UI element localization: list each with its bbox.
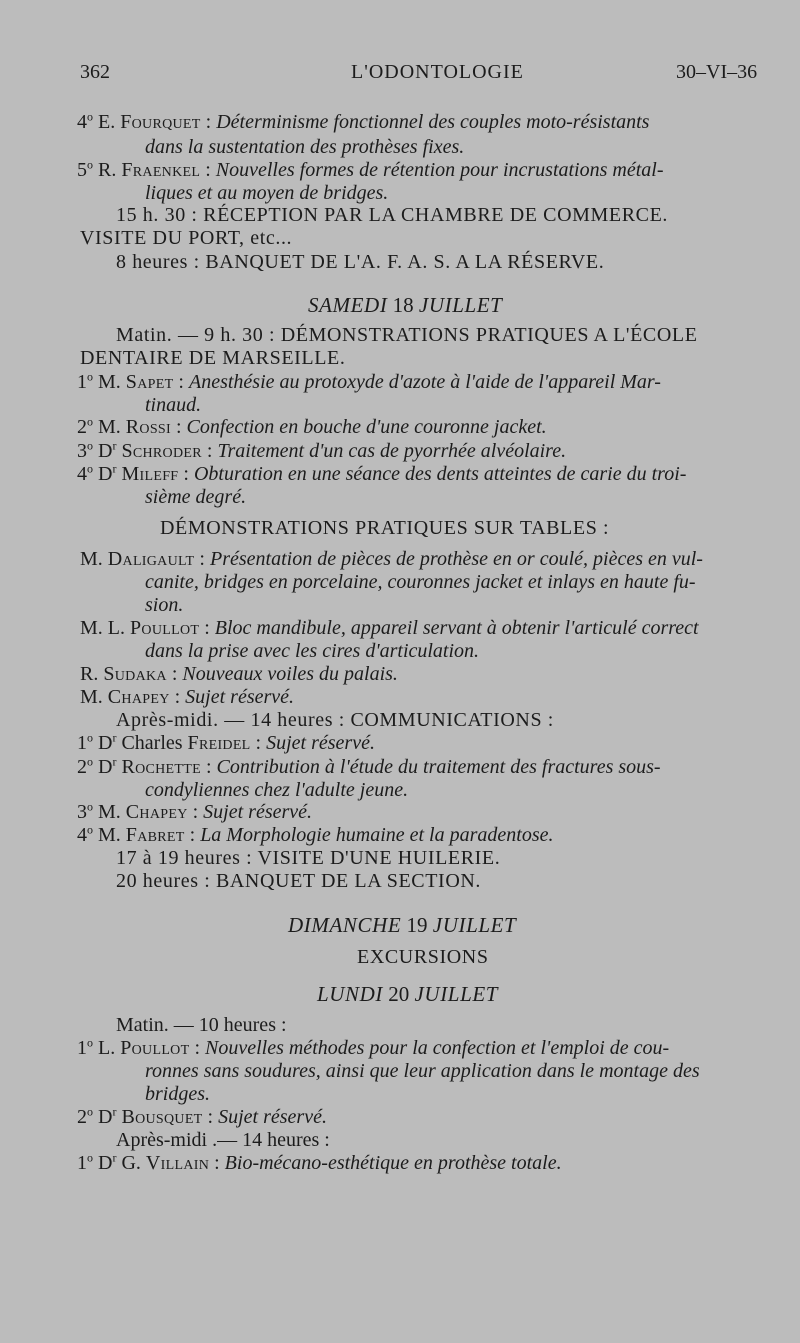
list-item: 3$^o$ M. Chapey : Sujet réservé. [77, 799, 313, 823]
day-heading-sunday: DIMANCHE 19 JUILLET [288, 913, 517, 937]
talk-title-cont: condyliennes chez l'adulte jeune. [145, 779, 409, 801]
list-item: 5$^o$ R. Fraenkel : Nouvelles formes de rétention pour incrustations métal- [77, 157, 664, 181]
reception-line-cont: VISITE DU PORT, etc... [80, 227, 293, 249]
list-item: 1$^o$ $D^r$ G. Villain : Bio-mécano-esthétique en prothèse totale. [77, 1150, 562, 1174]
list-item: 3$^o$ $D^r$ Schroder : Traitement d'un cas de pyorrhée alvéolaire. [77, 438, 567, 462]
list-item: R. Sudaka : Nouveaux voiles du palais. [80, 663, 398, 685]
day-heading-saturday: SAMEDI 18 JUILLET [308, 293, 503, 317]
list-item: 4$^o$ M. Fabret : La Morphologie humaine et la paradentose. [77, 822, 554, 846]
visit-line: 17 à 19 heures : VISITE D'UNE HUILERIE. [116, 847, 501, 869]
running-title: L'ODONTOLOGIE [351, 61, 524, 83]
author-name: Bousquet [121, 1106, 203, 1128]
talk-title-cont: liques et au moyen de bridges. [145, 182, 389, 204]
talk-title-cont: tinaud. [145, 394, 202, 416]
talk-title: Traitement d'un cas de pyorrhée alvéolaire. [217, 440, 567, 462]
list-item: 1$^o$ L. Poullot : Nouvelles méthodes pour la confection et l'emploi de cou- [77, 1035, 670, 1059]
author-name: Freidel [187, 732, 251, 754]
author-name: Poullot [130, 617, 200, 639]
morning-line-cont: DENTAIRE DE MARSEILLE. [80, 347, 346, 369]
banquet-line: 8 heures : BANQUET DE L'A. F. A. S. A LA RÉSERVE. [116, 251, 605, 273]
author-name: Rossi [125, 416, 171, 438]
list-item: M. Chapey : Sujet réservé. [80, 686, 295, 708]
talk-title-cont: canite, bridges en porcelaine, couronnes jacket et inlays en haute fu- [145, 571, 696, 593]
talk-title-cont: dans la prise avec les cires d'articulation. [145, 640, 480, 662]
author-name: Fourquet [120, 111, 201, 133]
author-name: Rochette [121, 756, 201, 778]
author-name: Chapey [107, 686, 170, 708]
talk-title: Obturation en une séance des dents atteintes de carie du troi- [193, 463, 687, 485]
afternoon-line: Après-midi .— 14 heures : [116, 1129, 330, 1151]
afternoon-line: Après-midi. — 14 heures : COMMUNICATIONS : [116, 709, 554, 731]
talk-title-cont: ronnes sans soudures, ainsi que leur application dans le montage des [145, 1060, 700, 1082]
morning-line: Matin. — 9 h. 30 : DÉMONSTRATIONS PRATIQUES A L'ÉCOLE [116, 324, 698, 346]
author-name: Poullot [120, 1037, 190, 1059]
tables-heading: DÉMONSTRATIONS PRATIQUES SUR TABLES : [160, 517, 610, 539]
issue-date: 30–VI–36 [676, 61, 758, 83]
talk-title: Confection en bouche d'une couronne jacket. [186, 416, 547, 438]
talk-title-cont: sième degré. [145, 486, 247, 508]
author-name: Sapet [125, 371, 174, 393]
dinner-line: 20 heures : BANQUET DE LA SECTION. [116, 870, 481, 892]
list-item: 4$^o$ E. Fourquet : Déterminisme fonctionnel des couples moto-résistants [77, 109, 650, 133]
list-item: M. Daligault : Présentation de pièces de prothèse en or coulé, pièces en vul- [80, 548, 703, 570]
list-item: 1$^o$ $D^r$ Charles Freidel : Sujet réservé. [77, 730, 375, 754]
talk-title: Nouvelles formes de rétention pour incrustations métal- [215, 159, 664, 181]
author-name: Schroder [121, 440, 202, 462]
list-item: 2$^o$ $D^r$ Rochette : Contribution à l'étude du traitement des fractures sous- [77, 754, 661, 778]
day-heading-monday: LUNDI 20 JUILLET [317, 982, 499, 1006]
reception-line: 15 h. 30 : RÉCEPTION PAR LA CHAMBRE DE COMMERCE. [116, 204, 669, 226]
author-name: Daligault [107, 548, 195, 570]
talk-title: Anesthésie au protoxyde d'azote à l'aide de l'appareil Mar- [188, 371, 661, 393]
talk-title-cont: sion. [145, 594, 184, 616]
talk-title-cont: dans la sustentation des prothèses fixes. [145, 136, 465, 158]
morning-line: Matin. — 10 heures : [116, 1014, 287, 1036]
author-name: Chapey [125, 801, 188, 823]
page-number: 362 [80, 61, 110, 83]
author-name: Fabret [125, 824, 185, 846]
author-name: Fraenkel [121, 159, 201, 181]
excursions-line: EXCURSIONS [357, 946, 489, 968]
author-name: Mileff [121, 463, 179, 485]
talk-title: Déterminisme fonctionnel des couples moto-résistants [216, 111, 650, 133]
list-item: M. L. Poullot : Bloc mandibule, appareil servant à obtenir l'articulé correct [80, 617, 699, 639]
author-name: Villain [145, 1152, 210, 1174]
talk-title-cont: bridges. [145, 1083, 210, 1105]
list-item: 4$^o$ $D^r$ Mileff : Obturation en une séance des dents atteintes de carie du troi- [77, 461, 687, 485]
list-item: 2$^o$ $D^r$ Bousquet : Sujet réservé. [77, 1104, 327, 1128]
author-name: Sudaka [103, 663, 167, 685]
list-item: 2$^o$ M. Rossi : Confection en bouche d'une couronne jacket. [77, 414, 547, 438]
list-item: 1$^o$ M. Sapet : Anesthésie au protoxyde d'azote à l'aide de l'appareil Mar- [77, 369, 661, 393]
